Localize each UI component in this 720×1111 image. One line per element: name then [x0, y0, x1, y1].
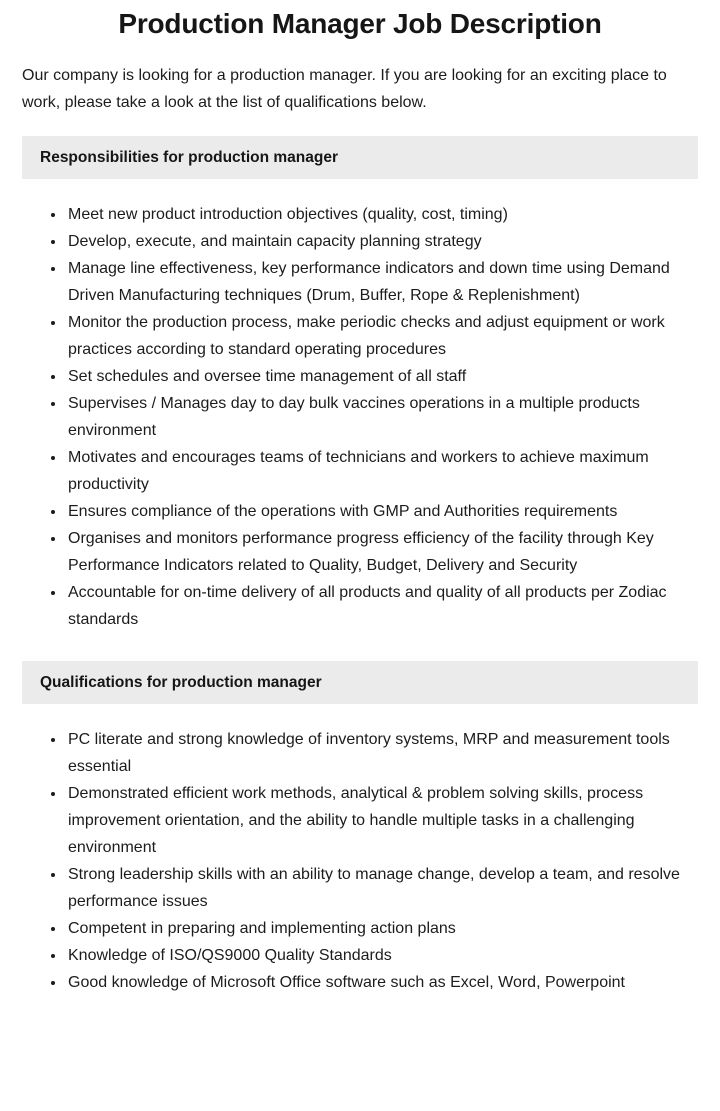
list-item: • Monitor the production process, make periodic checks and adjust equipment or work practices according to standard operating procedures	[66, 309, 698, 363]
section-header-qualifications	[22, 661, 698, 704]
list-item: • Supervises / Manages day to day bulk vaccines operations in a multiple products environment	[66, 390, 698, 444]
list-item: • Knowledge of ISO/QS9000 Quality Standards	[66, 942, 698, 969]
intro-paragraph: Our company is looking for a production manager. If you are looking for an exciting place to work, please take a look at the list of qualifications below.	[22, 67, 667, 111]
list-item: • Ensures compliance of the operations with GMP and Authorities requirements	[66, 498, 698, 525]
page-title: Production Manager Job Description	[118, 8, 602, 39]
list-item: • Set schedules and oversee time management of all staff	[66, 363, 698, 390]
list-item: • Demonstrated efficient work methods, analytical & problem solving skills, process improvement orientation, and the ability to handle multiple tasks in a challenging environment	[66, 780, 698, 861]
list-item: • Competent in preparing and implementing action plans	[66, 915, 698, 942]
list-item: • PC literate and strong knowledge of inventory systems, MRP and measurement tools essential	[66, 726, 698, 780]
responsibilities-list	[22, 201, 698, 633]
list-item: • Good knowledge of Microsoft Office software such as Excel, Word, Powerpoint	[66, 969, 698, 996]
list-item: • Meet new product introduction objectives (quality, cost, timing)	[66, 201, 698, 228]
list-item: • Develop, execute, and maintain capacity planning strategy	[66, 228, 698, 255]
qualifications-list	[22, 726, 698, 996]
list-item: • Manage line effectiveness, key performance indicators and down time using Demand Driven Manufacturing techniques (Drum, Buffer, Rope & Replenishment)	[66, 255, 698, 309]
section-heading-label: Qualifications for production manager	[40, 673, 322, 691]
list-item: • Accountable for on-time delivery of all products and quality of all products per Zodiac standards	[66, 579, 698, 633]
list-item: • Strong leadership skills with an ability to manage change, develop a team, and resolve performance issues	[66, 861, 698, 915]
section-heading-label: Responsibilities for production manager	[40, 148, 338, 166]
list-item: • Motivates and encourages teams of technicians and workers to achieve maximum productivity	[66, 444, 698, 498]
list-item: • Organises and monitors performance progress efficiency of the facility through Key Performance Indicators related to Quality, Budget, Delivery and Security	[66, 525, 698, 579]
section-header-responsibilities	[22, 136, 698, 179]
